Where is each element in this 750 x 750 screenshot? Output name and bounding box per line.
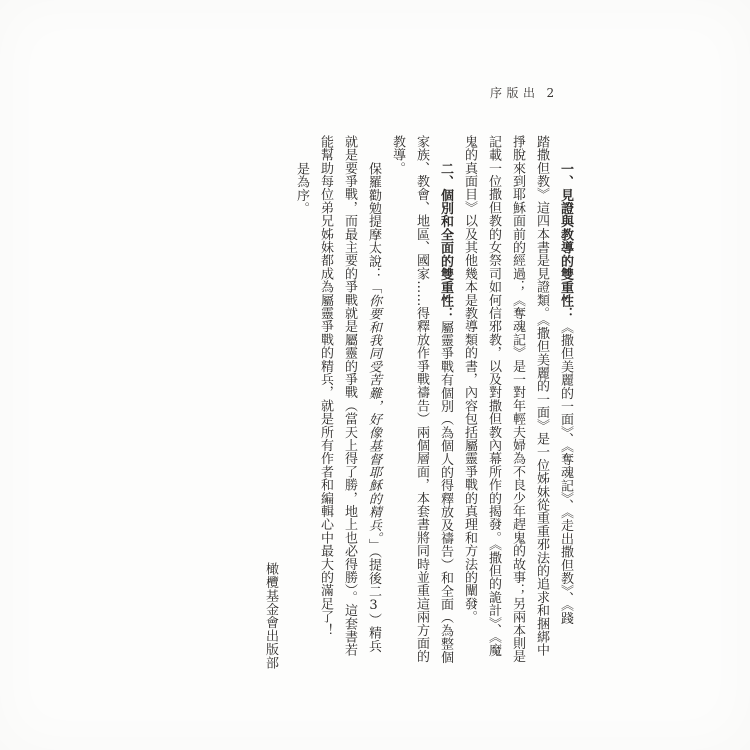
text-line [385,135,409,667]
text-line [361,135,385,667]
text-segment: 教導。 [390,135,405,175]
text-line [337,135,361,667]
text-segment: 二、個別和全面的雙重性： [438,161,453,320]
text-line [481,135,505,667]
text-segment: 保羅勸勉提摩太說：「 [366,161,381,294]
text-segment: ）精兵 [366,612,381,653]
text-segment: 3 [366,597,381,613]
text-line [529,135,553,667]
text-segment: 就是要爭戰，而最主要的爭戰就是屬靈的爭戰（當天上得了勝，地上也必得勝）。這套書若 [342,135,357,657]
text-line [457,135,481,667]
preface-text-block [289,135,577,667]
text-segment: 踏撒但教》這四本書是見證類。《撒但美麗的一面》是一位姊妹從重重邪法的追求和捆綁中 [534,135,549,657]
text-segment: 能幫助每位弟兄姊妹都成為屬靈爭戰的精兵，就是所有作者和編輯心中最大的滿足了！ [318,135,333,637]
signature [258,562,282,670]
text-segment: 」（提後二 [366,537,381,598]
running-header [490,84,554,101]
running-header-title: 序版出 [490,86,540,100]
text-segment: 掙脫來到耶穌面前的經過；《奪魂記》是一對年輕夫婦為不良少年趕鬼的故事；另兩本則是 [510,135,525,663]
page-number: 2 [546,86,555,100]
text-line [409,135,433,667]
text-segment: 記載一位撒但教的女祭司如何信邪教，以及對撒但教內幕所作的揭發。《撒但的詭計》、《魔 [486,135,501,657]
signature-text: 橄欖基金會出版部 [263,562,278,670]
text-segment: 家族、教會、地區、國家……得釋放作爭戰禱告）兩個層面，本套書將同時並重這兩方面的 [414,135,429,663]
text-segment: 鬼的真面目》以及其他幾本是教導類的書，內容包括屬靈爭戰的真理和方法的闡發。 [462,135,477,624]
text-line [313,135,337,667]
text-line [289,135,313,667]
text-line [433,135,457,667]
text-segment: 屬靈爭戰有個別（為個人的得釋放及禱告）和全面（為整個 [438,319,453,664]
text-segment: 一、見證與教導的雙重性： [558,161,573,320]
text-segment: 你要和我同受苦難，好像基督耶穌的精兵。 [366,293,381,538]
text-line [505,135,529,667]
text-segment: 《撒但美麗的一面》、《奪魂記》、《走出撒但教》、《踐 [558,319,573,625]
text-segment: 是為序。 [294,161,309,215]
text-line [553,135,577,667]
